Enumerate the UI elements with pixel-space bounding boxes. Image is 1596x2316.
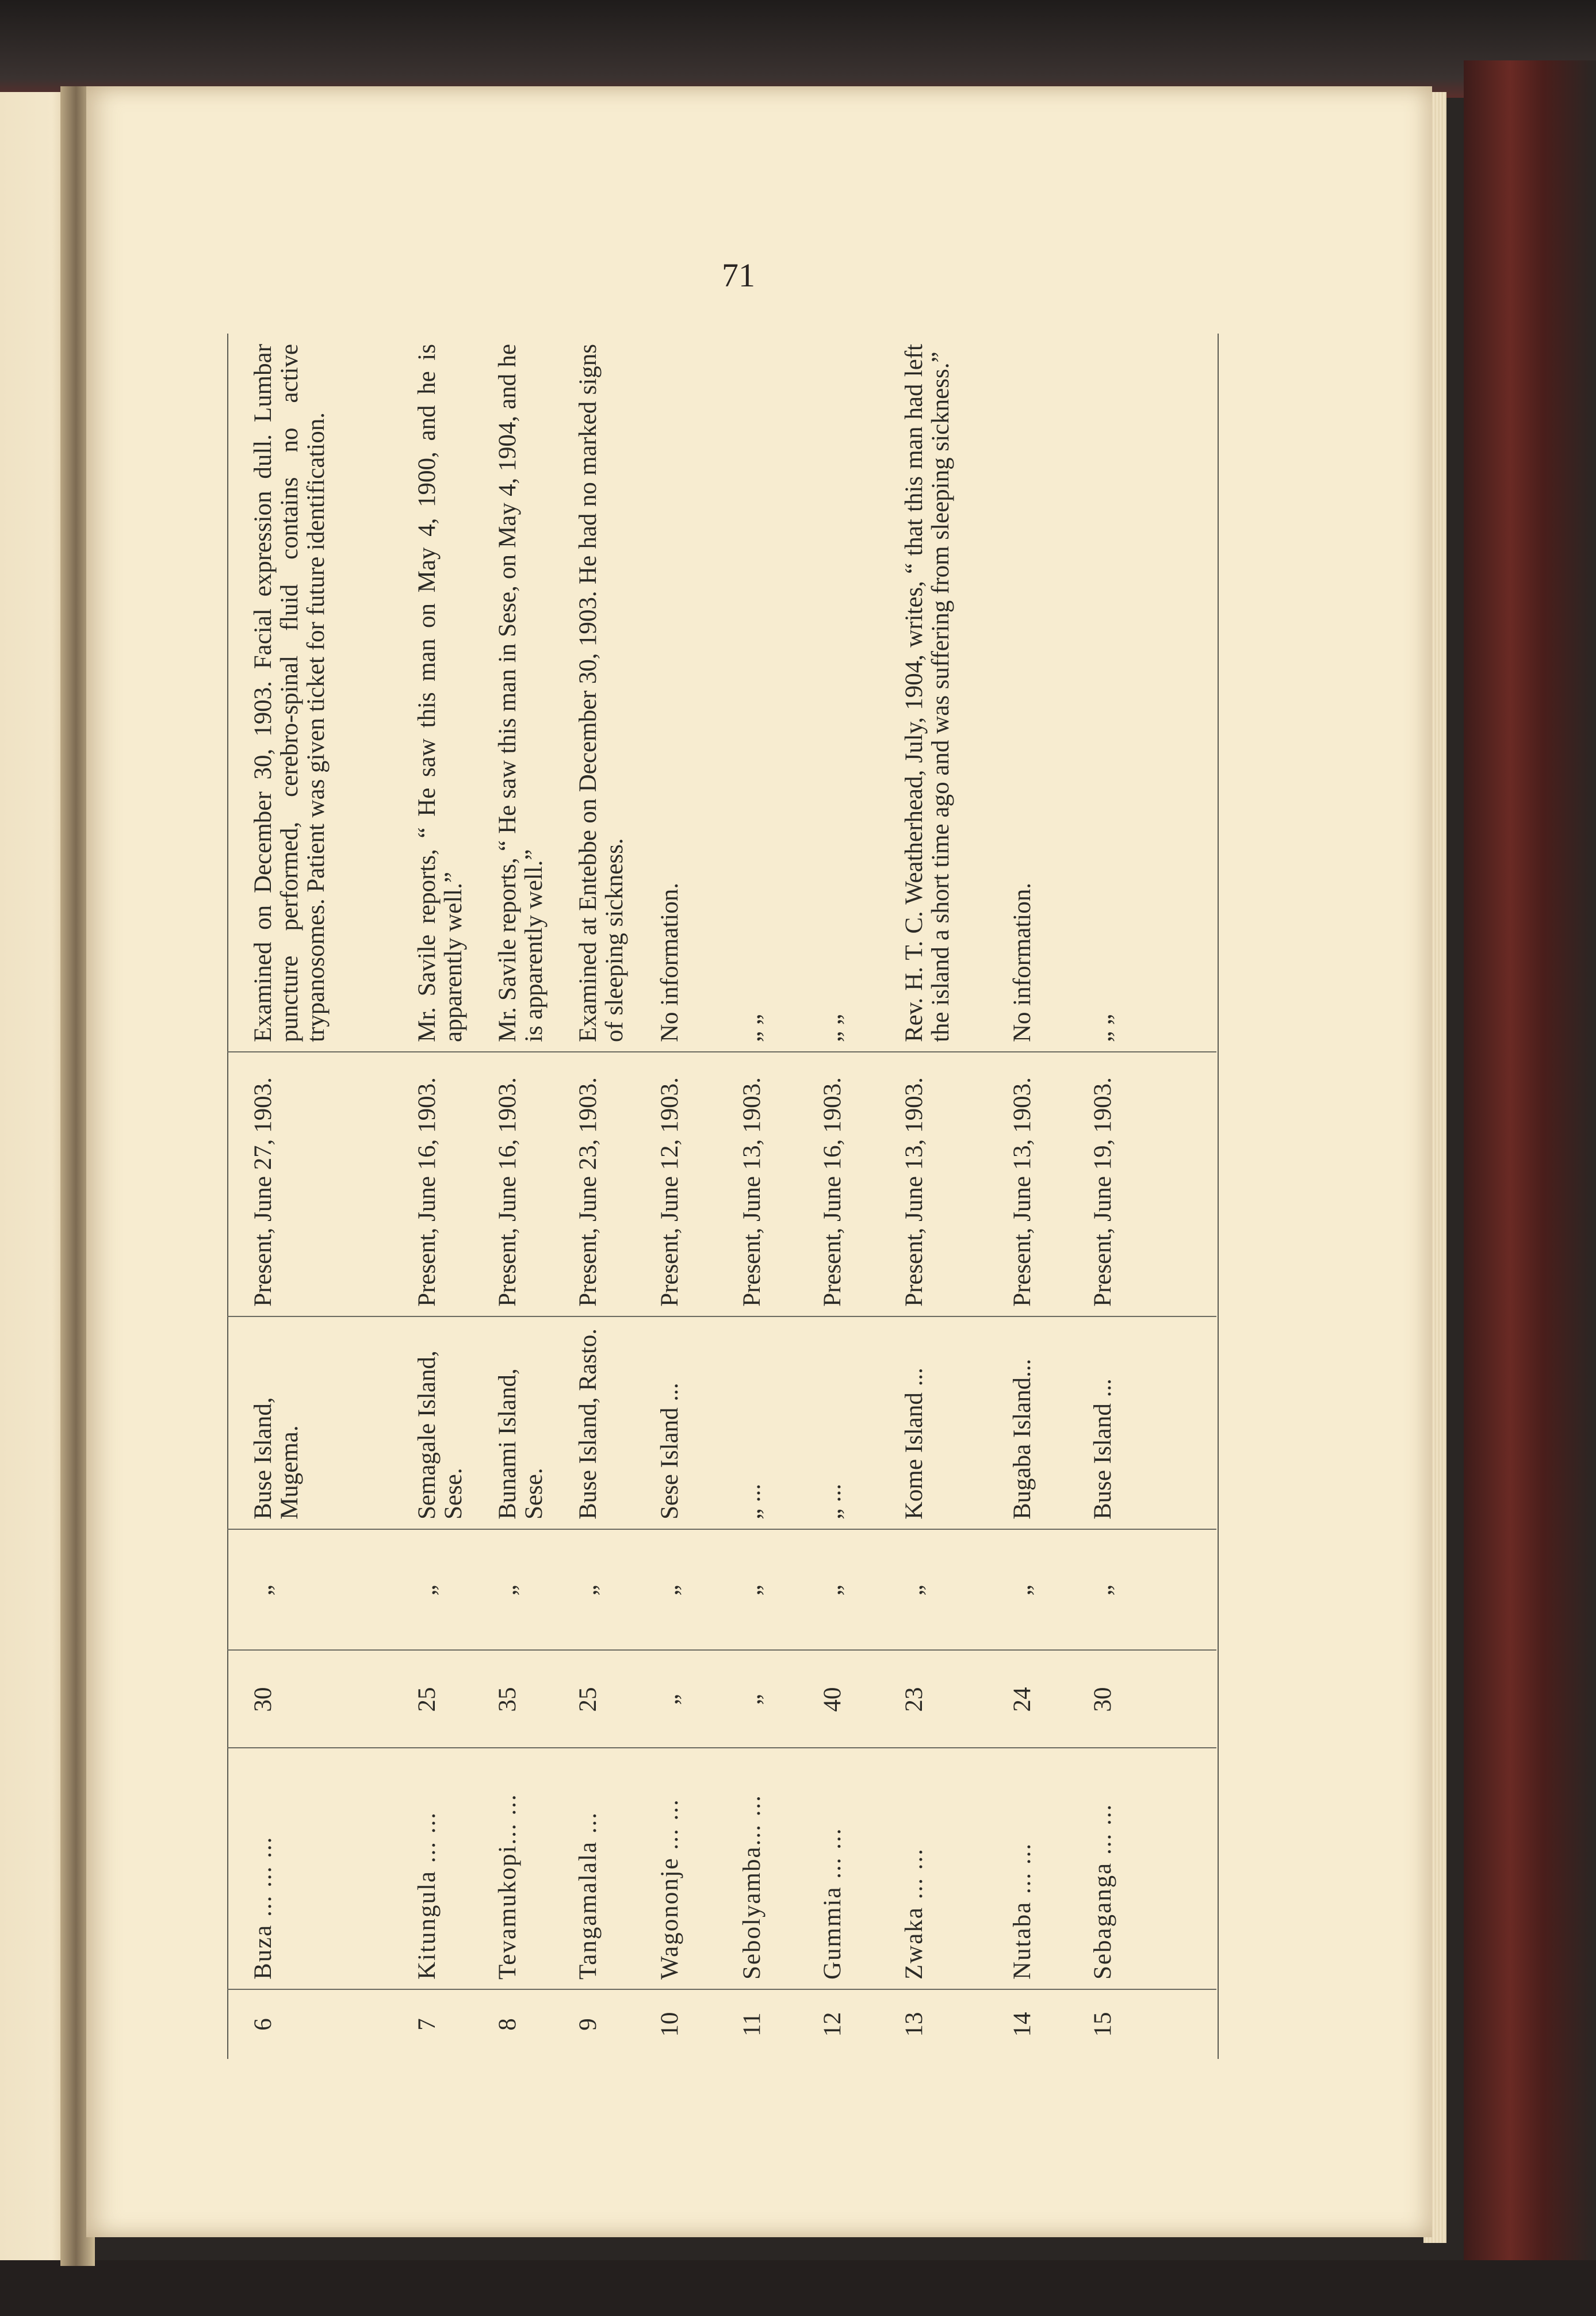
column-divider bbox=[227, 1316, 1216, 1317]
patient-age: 25 bbox=[575, 1687, 602, 1712]
patient-remarks: „ „ bbox=[819, 1014, 846, 1042]
patient-age: 23 bbox=[901, 1687, 928, 1712]
table-frame bbox=[227, 334, 1219, 2059]
book-cover-top bbox=[0, 0, 1596, 98]
patient-age: 35 bbox=[494, 1687, 521, 1712]
book-cover-edge bbox=[1464, 60, 1596, 2315]
patient-status-date: Present, June 27, 1903. bbox=[250, 1077, 277, 1307]
patient-remarks: Rev. H. T. C. Weatherhead, July, 1904, writes, “ that this man had left the island a short time ago and was suffering from sleeping sickness.” bbox=[901, 344, 954, 1042]
table-row bbox=[739, 334, 766, 2059]
patient-place: Bugaba Island... bbox=[1009, 1358, 1036, 1519]
table-row bbox=[1090, 334, 1116, 2059]
row-number: 9 bbox=[575, 2018, 602, 2031]
row-number: 12 bbox=[819, 2012, 846, 2037]
patient-place: Kome Island ... bbox=[901, 1368, 928, 1519]
book-cover-bottom bbox=[0, 2260, 1596, 2316]
patient-status-date: Present, June 12, 1903. bbox=[656, 1077, 683, 1307]
table-row bbox=[414, 334, 467, 2059]
patient-place: Buse Island ... bbox=[1089, 1379, 1116, 1519]
page-number: 71 bbox=[722, 257, 755, 294]
patient-name: Kitungula ... ... bbox=[414, 1812, 441, 1980]
patient-place: „ ... bbox=[819, 1483, 846, 1519]
patient-name: Gummia ... ... bbox=[819, 1827, 846, 1980]
patient-sex: „ bbox=[414, 1584, 441, 1596]
patient-place: Semagale Island, Sese. bbox=[414, 1350, 467, 1519]
patient-place: Buse Island, Mugema. bbox=[250, 1397, 303, 1519]
patient-sex: „ bbox=[819, 1584, 846, 1596]
patient-status-date: Present, June 16, 1903. bbox=[494, 1077, 521, 1307]
patient-sex: „ bbox=[656, 1584, 683, 1596]
row-number: 14 bbox=[1009, 2012, 1036, 2037]
patient-name: Tevamukopi... ... bbox=[494, 1793, 521, 1980]
patient-name: Buza ... ... ... bbox=[250, 1836, 277, 1980]
patient-remarks: „ „ bbox=[1089, 1014, 1116, 1042]
patient-remarks: Mr. Savile reports, “ He saw this man in Sese, on May 4, 1904, and he is apparently well.” bbox=[494, 344, 548, 1042]
patient-place: Sese Island ... bbox=[656, 1383, 683, 1519]
patient-status-date: Present, June 23, 1903. bbox=[575, 1077, 602, 1307]
row-number: 6 bbox=[250, 2018, 277, 2031]
patient-sex: „ bbox=[250, 1584, 277, 1596]
rotated-table bbox=[227, 334, 1216, 2059]
patient-status-date: Present, June 19, 1903. bbox=[1089, 1077, 1116, 1307]
patient-sex: „ bbox=[1089, 1584, 1116, 1596]
column-divider bbox=[227, 1529, 1216, 1530]
column-divider bbox=[227, 1989, 1216, 1990]
column-divider bbox=[227, 1649, 1216, 1651]
table-row bbox=[820, 334, 846, 2059]
patient-age: 30 bbox=[250, 1687, 277, 1712]
table-row bbox=[250, 334, 330, 2059]
patient-status-date: Present, June 16, 1903. bbox=[819, 1077, 846, 1307]
patient-age: 24 bbox=[1009, 1687, 1036, 1712]
table-row bbox=[495, 334, 548, 2059]
patient-remarks: Examined at Entebbe on December 30, 1903. He had no marked signs of sleeping sickness. bbox=[575, 344, 628, 1042]
patient-status-date: Present, June 13, 1903. bbox=[738, 1077, 766, 1307]
patient-name: Nutaba ... ... bbox=[1009, 1842, 1036, 1980]
patient-status-date: Present, June 13, 1903. bbox=[1009, 1077, 1036, 1307]
patient-age: 40 bbox=[819, 1687, 846, 1712]
patient-remarks: Examined on December 30, 1903. Facial expression dull. Lumbar puncture performed, cerebro-spinal fluid contains no active trypanosomes. Patient was given ticket for future identification. bbox=[250, 344, 330, 1042]
patient-sex: „ bbox=[575, 1584, 602, 1596]
patient-name: Sebaganga ... ... bbox=[1089, 1803, 1116, 1980]
row-number: 10 bbox=[656, 2012, 683, 2037]
table-row bbox=[657, 334, 683, 2059]
patient-remarks: „ „ bbox=[738, 1014, 766, 1042]
patient-sex: „ bbox=[738, 1584, 766, 1596]
row-number: 8 bbox=[494, 2018, 521, 2031]
patient-age: 30 bbox=[1089, 1687, 1116, 1712]
patient-remarks: No information. bbox=[1009, 882, 1036, 1042]
patient-name: Zwaka ... ... bbox=[901, 1848, 928, 1980]
patient-name: Tangamalala ... bbox=[575, 1811, 602, 1980]
table-row bbox=[1009, 334, 1036, 2059]
patient-place: „ ... bbox=[738, 1483, 766, 1519]
patient-place: Buse Island, Rasto. bbox=[575, 1328, 602, 1519]
table-row bbox=[901, 334, 954, 2059]
table-row bbox=[575, 334, 628, 2059]
patient-name: Wagononje ... ... bbox=[656, 1798, 683, 1980]
patient-age: „ bbox=[656, 1694, 683, 1705]
patient-sex: „ bbox=[1009, 1584, 1036, 1596]
row-number: 11 bbox=[738, 2012, 766, 2036]
patient-age: „ bbox=[738, 1694, 766, 1705]
patient-sex: „ bbox=[901, 1584, 928, 1596]
patient-remarks: No information. bbox=[656, 882, 683, 1042]
patient-remarks: Mr. Savile reports, “ He saw this man on May 4, 1900, and he is apparently well.” bbox=[414, 344, 467, 1042]
row-number: 13 bbox=[901, 2012, 928, 2037]
patient-status-date: Present, June 16, 1903. bbox=[414, 1077, 441, 1307]
patient-place: Bunami Island, Sese. bbox=[494, 1368, 548, 1519]
column-divider bbox=[227, 1747, 1216, 1748]
row-number: 15 bbox=[1089, 2012, 1116, 2037]
patient-status-date: Present, June 13, 1903. bbox=[901, 1077, 928, 1307]
patient-sex: „ bbox=[494, 1584, 521, 1596]
patient-name: Sebolyamba... ... bbox=[738, 1794, 766, 1980]
patient-age: 25 bbox=[414, 1687, 441, 1712]
row-number: 7 bbox=[414, 2018, 441, 2031]
column-divider bbox=[227, 1051, 1216, 1052]
